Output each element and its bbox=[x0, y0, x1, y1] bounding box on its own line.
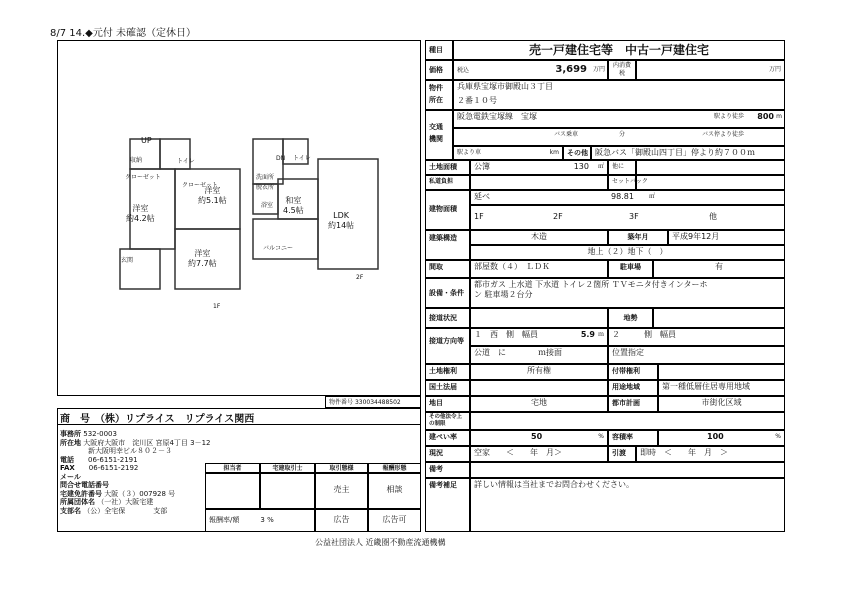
road-public: 公道 に ｍ接面 bbox=[470, 346, 608, 364]
agent-value bbox=[260, 473, 315, 509]
remarks-value bbox=[470, 462, 785, 478]
other-area-value bbox=[636, 160, 785, 175]
building-area-label: 建物面積 bbox=[425, 190, 470, 230]
traffic-label: 交通機関 bbox=[425, 110, 453, 160]
bus-cell: バス乗車 分 バス停より徒歩 bbox=[453, 128, 785, 146]
other-area-label: 他に bbox=[608, 160, 636, 175]
f2-balcony: バルコニー bbox=[263, 245, 294, 252]
ad-label: 広告 bbox=[315, 509, 368, 532]
type-value: 売一戸建住宅等 中古一戸建住宅 bbox=[453, 40, 785, 60]
footer-text: 公益社団法人 近畿圏不動産流通機構 bbox=[315, 538, 446, 547]
f1-up: UP bbox=[141, 136, 152, 145]
f1-closet1: クローゼット bbox=[125, 174, 161, 181]
private-road-value bbox=[470, 175, 608, 190]
floorplan-panel bbox=[57, 40, 421, 396]
status-label: 現況 bbox=[425, 446, 470, 462]
type-label: 種目 bbox=[425, 40, 453, 60]
price-cell: 税込 3,699 万円 bbox=[453, 60, 608, 80]
setback-value bbox=[636, 175, 785, 190]
layout-label: 間取 bbox=[425, 260, 470, 278]
tax-value: 万円 bbox=[636, 60, 785, 80]
ad-value: 広告可 bbox=[368, 509, 421, 532]
other-traffic-label: その他 bbox=[563, 146, 591, 160]
road-designation: 位置指定 bbox=[608, 346, 785, 364]
remarks2-value: 詳しい情報は当社までお問合わせください。 bbox=[470, 478, 785, 532]
transaction-value: 売主 bbox=[315, 473, 368, 509]
road-status-label: 接道状況 bbox=[425, 308, 470, 328]
header-text: 8/7 14.◆元付 未確認（定休日） bbox=[50, 28, 197, 39]
zoning-label: 用途地域 bbox=[608, 380, 658, 396]
f1-room1: 洋室 約4.2帖 bbox=[126, 204, 155, 223]
road-status-value bbox=[470, 308, 608, 328]
fee-type-header: 報酬形態 bbox=[368, 463, 421, 473]
location-value: 兵庫県宝塚市御殿山３丁目 ２番１０号 bbox=[453, 80, 785, 110]
road1-cell: １ 西 側 幅員 5.9 ｍ bbox=[470, 328, 608, 346]
company-info: 事務所 532-0003 所在地 大阪府大阪市 淀川区 宮原4丁目 3－12 新大阪明幸ビル８０２－３ 電話 06-6151-2191 FAX 06-6151-2192 メール 問合せ電話番号 宅建免許番号 大阪（３）007928 号 所属団体名 （一社）大阪宅建 支部名 （公）全宅保 支部 bbox=[60, 430, 211, 515]
price-label: 価格 bbox=[425, 60, 453, 80]
fee-cell: 報酬率/額 3 % bbox=[205, 509, 315, 532]
transaction-header: 取引態様 bbox=[315, 463, 368, 473]
built-label: 築年月 bbox=[608, 230, 668, 245]
zoning-value: 第一種低層住居専用地域 bbox=[658, 380, 785, 396]
f2-toilet: トイレ bbox=[293, 155, 311, 162]
road-label: 接道方向等 bbox=[425, 328, 470, 364]
road2-cell: ２ 側 幅員 bbox=[608, 328, 785, 346]
tax-label: 内消費税 bbox=[608, 60, 636, 80]
fee-type-value: 相談 bbox=[368, 473, 421, 509]
f1-toilet: トイレ bbox=[177, 158, 195, 165]
structure-label: 建築構造 bbox=[425, 230, 470, 260]
parking-label: 駐車場 bbox=[608, 260, 653, 278]
staff-value bbox=[205, 473, 260, 509]
far-label: 容積率 bbox=[608, 430, 658, 446]
total-area-cell: 延べ 98.81 ㎡ bbox=[470, 190, 785, 205]
f1-room3: 洋室 約7.7帖 bbox=[188, 249, 217, 268]
attached-value bbox=[658, 364, 785, 380]
land-right-value: 所有権 bbox=[470, 364, 608, 380]
terrain-value bbox=[653, 308, 785, 328]
city-plan-label: 都市計画 bbox=[608, 396, 658, 412]
floor-area-cell: 1F 2F 3F 他 bbox=[470, 205, 785, 230]
handover-label: 引渡 bbox=[608, 446, 636, 462]
other-traffic-value: 阪急バス「御殿山四丁目」停より約７００ｍ bbox=[591, 146, 785, 160]
plan-label: 国土法届 bbox=[425, 380, 470, 396]
remarks2-label: 備考補足 bbox=[425, 478, 470, 532]
plan-value bbox=[470, 380, 608, 396]
far-cell: 100 % bbox=[658, 430, 785, 446]
levels-value: 地上（２）地下（ ） bbox=[470, 245, 785, 260]
land-area-cell: 公簿 130 ㎡ bbox=[470, 160, 608, 175]
property-number: 物件番号 330034488502 bbox=[325, 396, 421, 408]
city-plan-value: 市街化区域 bbox=[658, 396, 785, 412]
f1-entrance: 玄関 bbox=[121, 257, 134, 264]
private-road-label: 私道負担 bbox=[425, 175, 470, 190]
f1-closet2: クローゼット bbox=[182, 182, 218, 189]
parking-value: 有 bbox=[653, 260, 785, 278]
f1-label: 1F bbox=[213, 303, 221, 310]
other-law-label: その他法令上の制限 bbox=[425, 412, 470, 430]
attached-label: 付帯権利 bbox=[608, 364, 658, 380]
land-area-label: 土地面積 bbox=[425, 160, 470, 175]
terrain-label: 地勢 bbox=[608, 308, 653, 328]
category-label: 地目 bbox=[425, 396, 470, 412]
line-cell: 阪急電鉄宝塚線 宝塚 駅より徒歩 800 m bbox=[453, 110, 785, 128]
agent-header: 宅建取引士 bbox=[260, 463, 315, 473]
f1-storage: 収納 bbox=[130, 157, 143, 164]
f2-washroom: 洗面所 脱衣所 bbox=[256, 174, 275, 191]
coverage-cell: 50 % bbox=[470, 430, 608, 446]
built-value: 平成9年12月 bbox=[668, 230, 785, 245]
status-value: 空家 ＜ 年 月＞ bbox=[470, 446, 608, 462]
equipment-label: 設備・条件 bbox=[425, 278, 470, 308]
location-label: 物件所在 bbox=[425, 80, 453, 110]
car-cell: 駅より車 km bbox=[453, 146, 563, 160]
layout-value: 部屋数（４） ＬＤＫ bbox=[470, 260, 608, 278]
f2-ldk: LDK 約14帖 bbox=[328, 211, 355, 230]
coverage-label: 建ぺい率 bbox=[425, 430, 470, 446]
f2-bath: 浴室 bbox=[261, 202, 274, 209]
structure-value: 木造 bbox=[470, 230, 608, 245]
staff-header: 担当者 bbox=[205, 463, 260, 473]
floorplan-2f bbox=[253, 129, 388, 279]
f2-washitsu: 和室 4.5帖 bbox=[283, 196, 304, 215]
setback-label: セットバック bbox=[608, 175, 636, 190]
f2-label: 2F bbox=[356, 274, 364, 281]
equipment-value: 都市ガス 上水道 下水道 トイレ２箇所 ＴＶモニタ付きインターホ ン 駐車場２台分 bbox=[470, 278, 785, 308]
remarks-label: 備考 bbox=[425, 462, 470, 478]
category-value: 宅地 bbox=[470, 396, 608, 412]
company-name: 商 号 （株）リプライス リプライス関西 bbox=[60, 414, 255, 425]
other-law-value bbox=[470, 412, 785, 430]
f1-room2: 洋室 約5.1帖 bbox=[198, 186, 227, 205]
f2-dn: DN bbox=[276, 155, 286, 162]
handover-value: 即時 ＜ 年 月 ＞ bbox=[636, 446, 785, 462]
land-right-label: 土地権利 bbox=[425, 364, 470, 380]
